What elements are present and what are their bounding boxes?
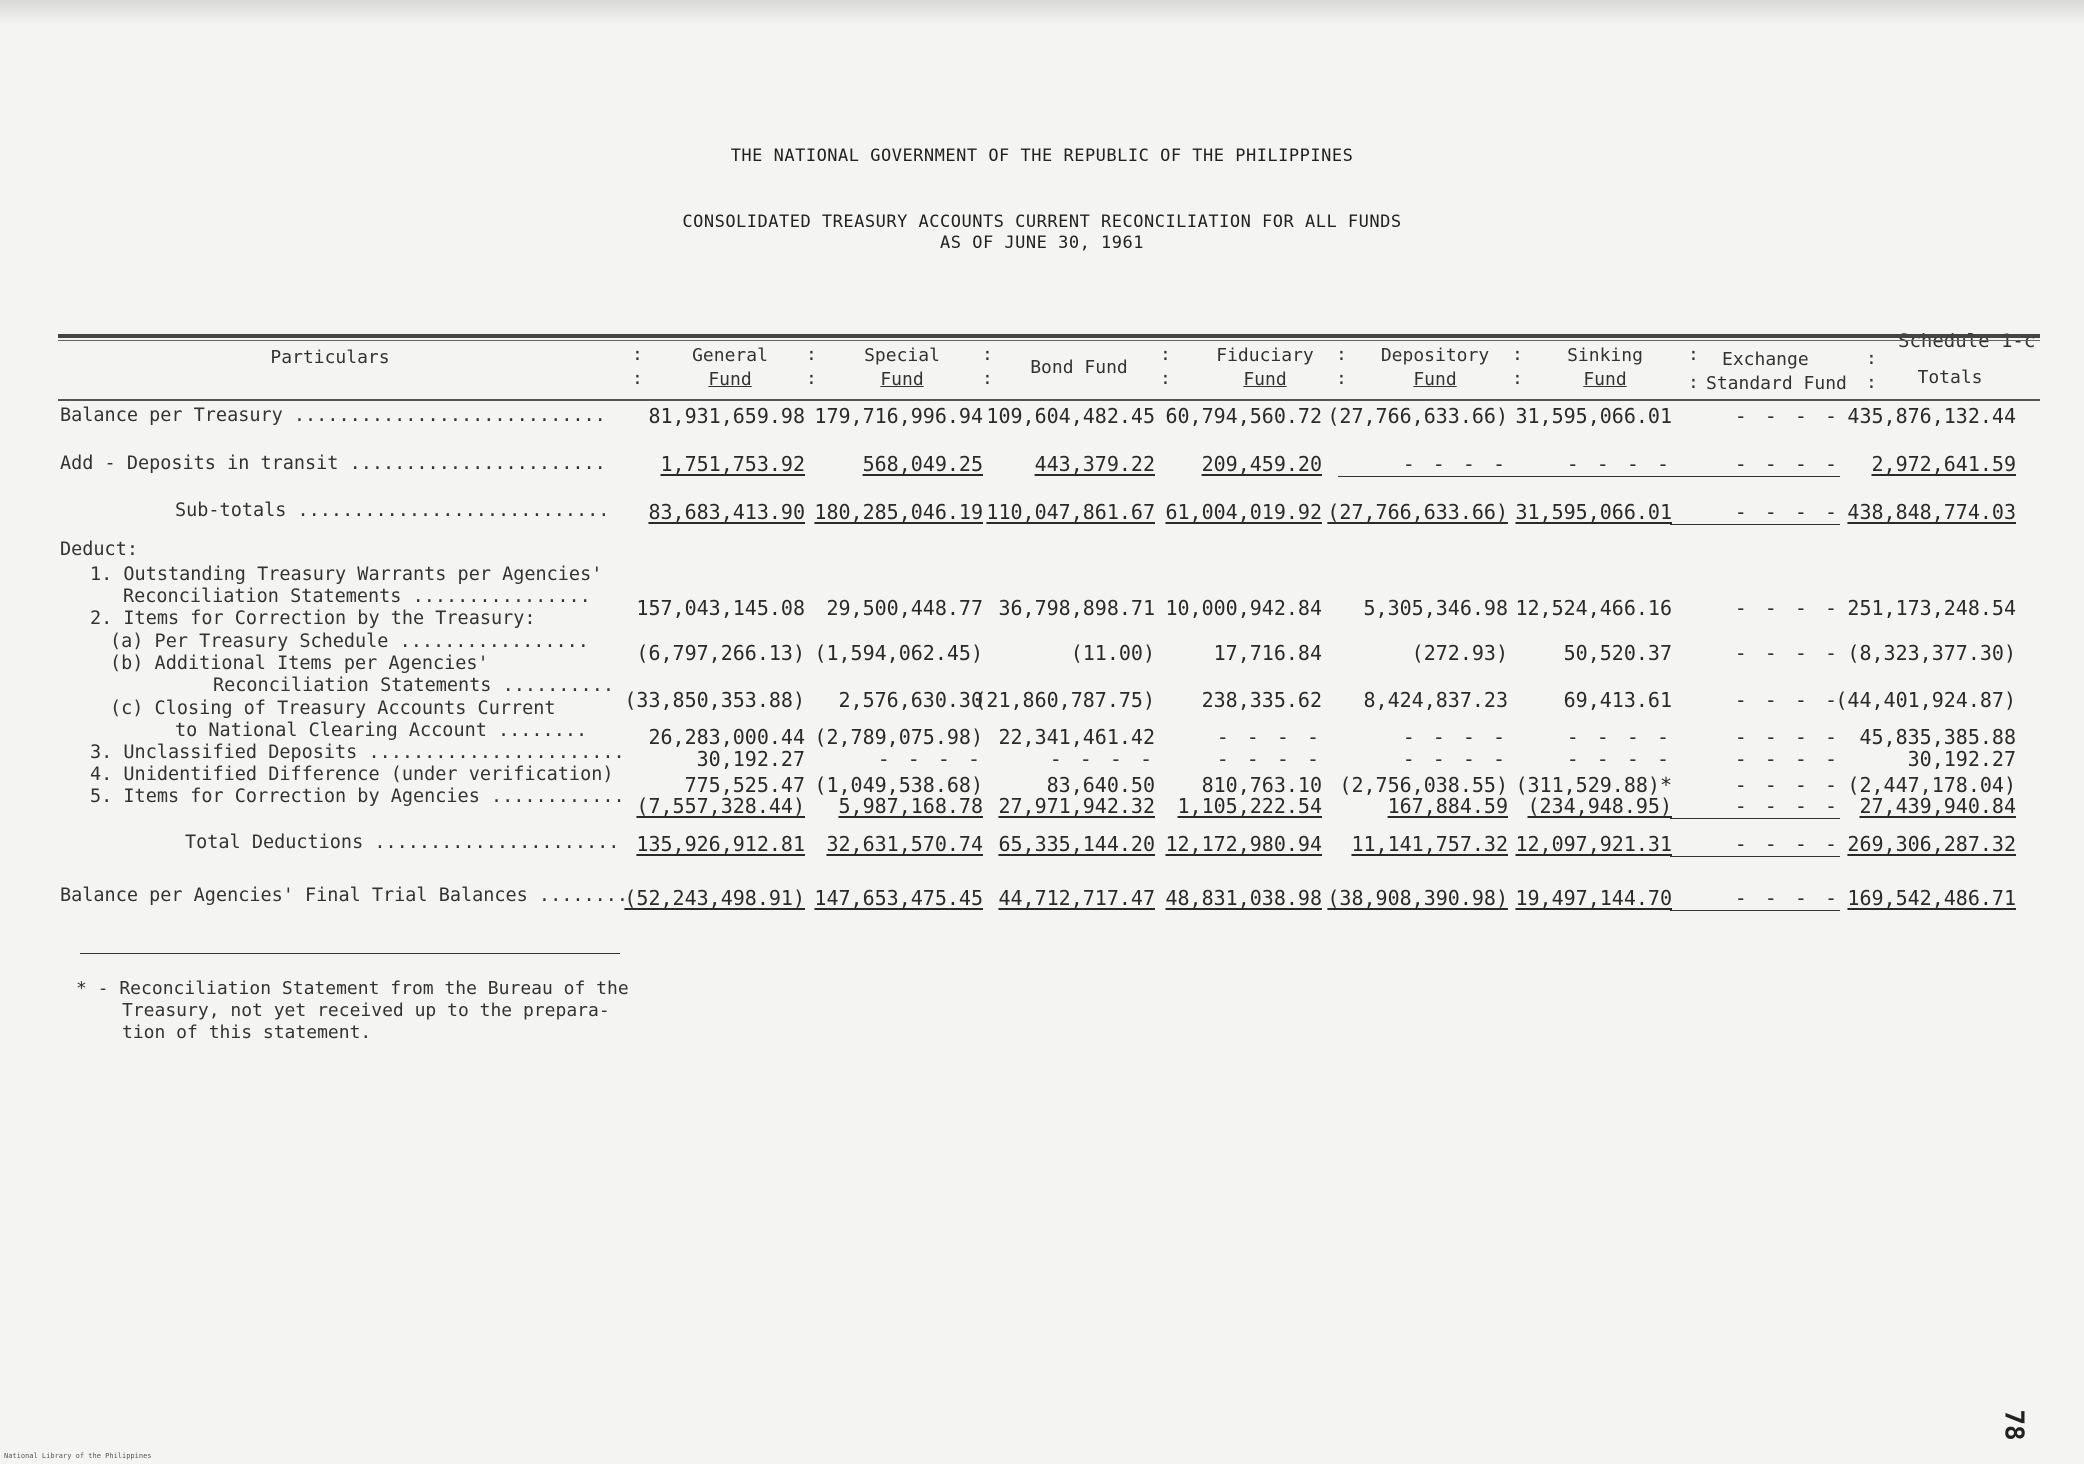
- label-items-correction-agencies: 5. Items for Correction by Agencies ............: [90, 786, 625, 807]
- footnote: [76, 978, 629, 1044]
- cell-d3-0: 30,192.27: [696, 747, 805, 771]
- cell-total-4: 11,141,757.32: [1351, 832, 1508, 856]
- header-bond: Bond Fund: [1030, 357, 1128, 378]
- header-bottom-rule: [58, 399, 2040, 401]
- cell-add-5: - - - -: [1566, 452, 1672, 476]
- header-separator: :: [806, 344, 817, 365]
- cell-d2c-6: - - - -: [1734, 725, 1840, 749]
- cell-final-6: - - - -: [1734, 886, 1840, 910]
- scan-shadow: [0, 0, 2084, 24]
- header-separator: :: [1688, 344, 1699, 365]
- cell-d3-5: - - - -: [1566, 747, 1672, 771]
- cell-d2b-5: 69,413.61: [1563, 688, 1672, 712]
- cell-d2a-4: (272.93): [1411, 641, 1508, 665]
- header-separator: :: [1866, 372, 1877, 393]
- header-fiduciary-line2: Fund: [1243, 369, 1287, 390]
- cell-total-3: 12,172,980.94: [1165, 832, 1322, 856]
- cell-d2c-3: - - - -: [1216, 725, 1322, 749]
- cell-d2b-1: 2,576,630.30: [838, 688, 983, 712]
- cell-d1-0: 157,043,145.08: [636, 596, 805, 620]
- cell-balance-0: 81,931,659.98: [648, 404, 805, 428]
- cell-d3-3: - - - -: [1216, 747, 1322, 771]
- header-sinking: [1530, 344, 1680, 392]
- cell-d2c-4: - - - -: [1402, 725, 1508, 749]
- cell-d2b-2: (21,860,787.75): [974, 688, 1155, 712]
- cell-balance-7: 435,876,132.44: [1847, 404, 2016, 428]
- cell-subtotals-0: 83,683,413.90: [648, 500, 805, 524]
- cell-d1-7: 251,173,248.54: [1847, 596, 2016, 620]
- label-sub-totals: Sub-totals ............................: [175, 500, 610, 521]
- cell-total-7: 269,306,287.32: [1847, 832, 2016, 856]
- cell-d5-1: 5,987,168.78: [838, 794, 983, 818]
- cell-subtotals-6: - - - -: [1734, 500, 1840, 524]
- cell-d1-1: 29,500,448.77: [826, 596, 983, 620]
- cell-d5-3: 1,105,222.54: [1177, 794, 1322, 818]
- header-separator: :: [806, 368, 817, 389]
- report-date: AS OF JUNE 30, 1961: [940, 233, 1144, 253]
- cell-add-7: 2,972,641.59: [1871, 452, 2016, 476]
- header-general-line1: General: [692, 345, 768, 366]
- cell-add-3: 209,459.20: [1201, 452, 1322, 476]
- cell-d2c-0: 26,283,000.44: [648, 725, 805, 749]
- header-separator: :: [1512, 368, 1523, 389]
- cell-d2c-2: 22,341,461.42: [998, 725, 1155, 749]
- label-items-correction-treasury: 2. Items for Correction by the Treasury:: [90, 608, 536, 629]
- header-special-line1: Special: [864, 345, 940, 366]
- cell-total-0: 135,926,912.81: [636, 832, 805, 856]
- cell-d2c-5: - - - -: [1566, 725, 1672, 749]
- cell-subtotals-2: 110,047,861.67: [986, 500, 1155, 524]
- label-balance-per-treasury: Balance per Treasury ............................: [60, 405, 606, 426]
- cell-d5-0: (7,557,328.44): [636, 794, 805, 818]
- cell-d1-4: 5,305,346.98: [1363, 596, 1508, 620]
- cell-underline: [1670, 524, 1840, 525]
- cell-d1-2: 36,798,898.71: [998, 596, 1155, 620]
- cell-d3-1: - - - -: [877, 747, 983, 771]
- cell-d1-5: 12,524,466.16: [1515, 596, 1672, 620]
- government-title: THE NATIONAL GOVERNMENT OF THE REPUBLIC OF THE PHILIPPINES: [730, 146, 1354, 166]
- cell-d5-4: 167,884.59: [1387, 794, 1508, 818]
- page-number: 78: [1998, 1409, 2029, 1441]
- header-exchange-line2: Standard Fund: [1706, 373, 1847, 394]
- header-depository-line1: Depository: [1380, 345, 1490, 366]
- header-top-rule-2: [58, 340, 2040, 341]
- header-separator: :: [1336, 344, 1347, 365]
- header-exchange-line1: Exchange: [1722, 349, 1809, 370]
- cell-final-4: (38,908,390.98): [1327, 886, 1508, 910]
- cell-underline: [1670, 910, 1840, 911]
- cell-d4-5: (311,529.88)*: [1515, 773, 1672, 797]
- header-top-rule: [58, 334, 2040, 338]
- cell-total-6: - - - -: [1734, 832, 1840, 856]
- label-closing-accounts-2: to National Clearing Account ........: [175, 720, 588, 741]
- cell-underline: [1502, 476, 1672, 477]
- footnote-line2: Treasury, not yet received up to the prepara-: [122, 1000, 610, 1021]
- archive-imprint: National Library of the Philippines: [4, 1452, 152, 1460]
- cell-d4-0: 775,525.47: [684, 773, 805, 797]
- cell-d2c-7: 45,835,385.88: [1859, 725, 2016, 749]
- cell-final-3: 48,831,038.98: [1165, 886, 1322, 910]
- cell-d4-6: - - - -: [1734, 773, 1840, 797]
- cell-d2a-0: (6,797,266.13): [636, 641, 805, 665]
- cell-final-2: 44,712,717.47: [998, 886, 1155, 910]
- cell-d3-2: - - - -: [1049, 747, 1155, 771]
- header-separator: :: [1160, 368, 1171, 389]
- cell-final-7: 169,542,486.71: [1847, 886, 2016, 910]
- cell-final-5: 19,497,144.70: [1515, 886, 1672, 910]
- cell-d1-6: - - - -: [1734, 596, 1840, 620]
- cell-d4-1: (1,049,538.68): [814, 773, 983, 797]
- header-separator: :: [1512, 344, 1523, 365]
- header-special-line2: Fund: [880, 369, 924, 390]
- cell-subtotals-4: (27,766,633.66): [1327, 500, 1508, 524]
- footnote-line3: tion of this statement.: [122, 1022, 372, 1043]
- schedule-label: Schedule 1-c: [1898, 330, 2036, 352]
- cell-subtotals-1: 180,285,046.19: [814, 500, 983, 524]
- label-additional-items: (b) Additional Items per Agencies': [110, 653, 489, 674]
- label-outstanding-warrants-2: Reconciliation Statements ................: [123, 586, 591, 607]
- label-total-deductions: Total Deductions ......................: [185, 832, 620, 853]
- cell-total-1: 32,631,570.74: [826, 832, 983, 856]
- footnote-rule: [80, 953, 620, 954]
- header-exchange: [1700, 348, 1870, 372]
- cell-d1-3: 10,000,942.84: [1165, 596, 1322, 620]
- cell-d5-6: - - - -: [1734, 794, 1840, 818]
- label-outstanding-warrants: 1. Outstanding Treasury Warrants per Agencies': [90, 564, 603, 585]
- cell-d2a-2: (11.00): [1070, 641, 1155, 665]
- cell-balance-5: 31,595,066.01: [1515, 404, 1672, 428]
- label-deposits-in-transit: Add - Deposits in transit .......................: [60, 453, 606, 474]
- label-unclassified-deposits: 3. Unclassified Deposits .......................: [90, 742, 625, 763]
- header-sinking-line1: Sinking: [1567, 345, 1643, 366]
- cell-subtotals-3: 61,004,019.92: [1165, 500, 1322, 524]
- header-separator: :: [982, 368, 993, 389]
- cell-d2a-7: (8,323,377.30): [1847, 641, 2016, 665]
- header-separator: :: [982, 344, 993, 365]
- header-particulars: Particulars: [270, 347, 390, 368]
- header-totals: Totals: [1917, 367, 1983, 388]
- label-unidentified-difference: 4. Unidentified Difference (under verification): [90, 764, 614, 785]
- cell-balance-4: (27,766,633.66): [1327, 404, 1508, 428]
- cell-underline: [1338, 476, 1508, 477]
- cell-subtotals-5: 31,595,066.01: [1515, 500, 1672, 524]
- header-separator: :: [632, 368, 643, 389]
- cell-d2b-6: - - - -: [1734, 688, 1840, 712]
- cell-d4-2: 83,640.50: [1046, 773, 1155, 797]
- header-special: [832, 344, 972, 392]
- cell-total-2: 65,335,144.20: [998, 832, 1155, 856]
- cell-d2b-3: 238,335.62: [1201, 688, 1322, 712]
- label-deduct: Deduct:: [60, 539, 138, 560]
- cell-d5-5: (234,948.95): [1527, 794, 1672, 818]
- header-general: [660, 344, 800, 392]
- cell-underline: [1670, 856, 1840, 857]
- cell-d4-4: (2,756,038.55): [1339, 773, 1508, 797]
- cell-d2b-0: (33,850,353.88): [624, 688, 805, 712]
- label-final-balance: Balance per Agencies' Final Trial Balances ........: [60, 885, 629, 906]
- cell-d2a-5: 50,520.37: [1563, 641, 1672, 665]
- header-separator: :: [1160, 344, 1171, 365]
- header-sinking-line2: Fund: [1583, 369, 1627, 390]
- label-additional-items-2: Reconciliation Statements ..........: [213, 675, 614, 696]
- cell-add-4: - - - -: [1402, 452, 1508, 476]
- cell-total-5: 12,097,921.31: [1515, 832, 1672, 856]
- footnote-line1: * - Reconciliation Statement from the Bureau of the: [76, 978, 629, 999]
- cell-underline: [1670, 476, 1840, 477]
- cell-add-2: 443,379.22: [1034, 452, 1155, 476]
- cell-d5-7: 27,439,940.84: [1859, 794, 2016, 818]
- cell-balance-3: 60,794,560.72: [1165, 404, 1322, 428]
- cell-balance-6: - - - -: [1734, 404, 1840, 428]
- header-depository: [1350, 344, 1520, 392]
- label-closing-accounts: (c) Closing of Treasury Accounts Current: [110, 698, 556, 719]
- cell-add-1: 568,049.25: [862, 452, 983, 476]
- cell-subtotals-7: 438,848,774.03: [1847, 500, 2016, 524]
- cell-d3-7: 30,192.27: [1907, 747, 2016, 771]
- cell-final-0: (52,243,498.91): [624, 886, 805, 910]
- header-fiduciary-line1: Fiduciary: [1216, 345, 1314, 366]
- cell-balance-1: 179,716,996.94: [814, 404, 983, 428]
- header-separator: :: [1688, 372, 1699, 393]
- header-separator: :: [1336, 368, 1347, 389]
- cell-d2a-3: 17,716.84: [1213, 641, 1322, 665]
- header-separator: :: [632, 344, 643, 365]
- cell-d3-4: - - - -: [1402, 747, 1508, 771]
- cell-add-0: 1,751,753.92: [660, 452, 805, 476]
- label-per-treasury-schedule: (a) Per Treasury Schedule .................: [110, 631, 589, 652]
- cell-balance-2: 109,604,482.45: [986, 404, 1155, 428]
- header-separator: :: [1866, 348, 1877, 369]
- report-title: CONSOLIDATED TREASURY ACCOUNTS CURRENT RECONCILIATION FOR ALL FUNDS: [682, 212, 1402, 232]
- cell-add-6: - - - -: [1734, 452, 1840, 476]
- header-general-line2: Fund: [708, 369, 752, 390]
- cell-d2a-6: - - - -: [1734, 641, 1840, 665]
- cell-d2a-1: (1,594,062.45): [814, 641, 983, 665]
- cell-d3-6: - - - -: [1734, 747, 1840, 771]
- cell-d2b-4: 8,424,837.23: [1363, 688, 1508, 712]
- cell-underline: [1670, 818, 1840, 819]
- cell-d2b-7: (44,401,924.87): [1835, 688, 2016, 712]
- cell-d4-7: (2,447,178.04): [1847, 773, 2016, 797]
- header-depository-line2: Fund: [1413, 369, 1457, 390]
- cell-d4-3: 810,763.10: [1201, 773, 1322, 797]
- header-fiduciary: [1190, 344, 1340, 392]
- cell-final-1: 147,653,475.45: [814, 886, 983, 910]
- cell-d2c-1: (2,789,075.98): [814, 725, 983, 749]
- cell-d5-2: 27,971,942.32: [998, 794, 1155, 818]
